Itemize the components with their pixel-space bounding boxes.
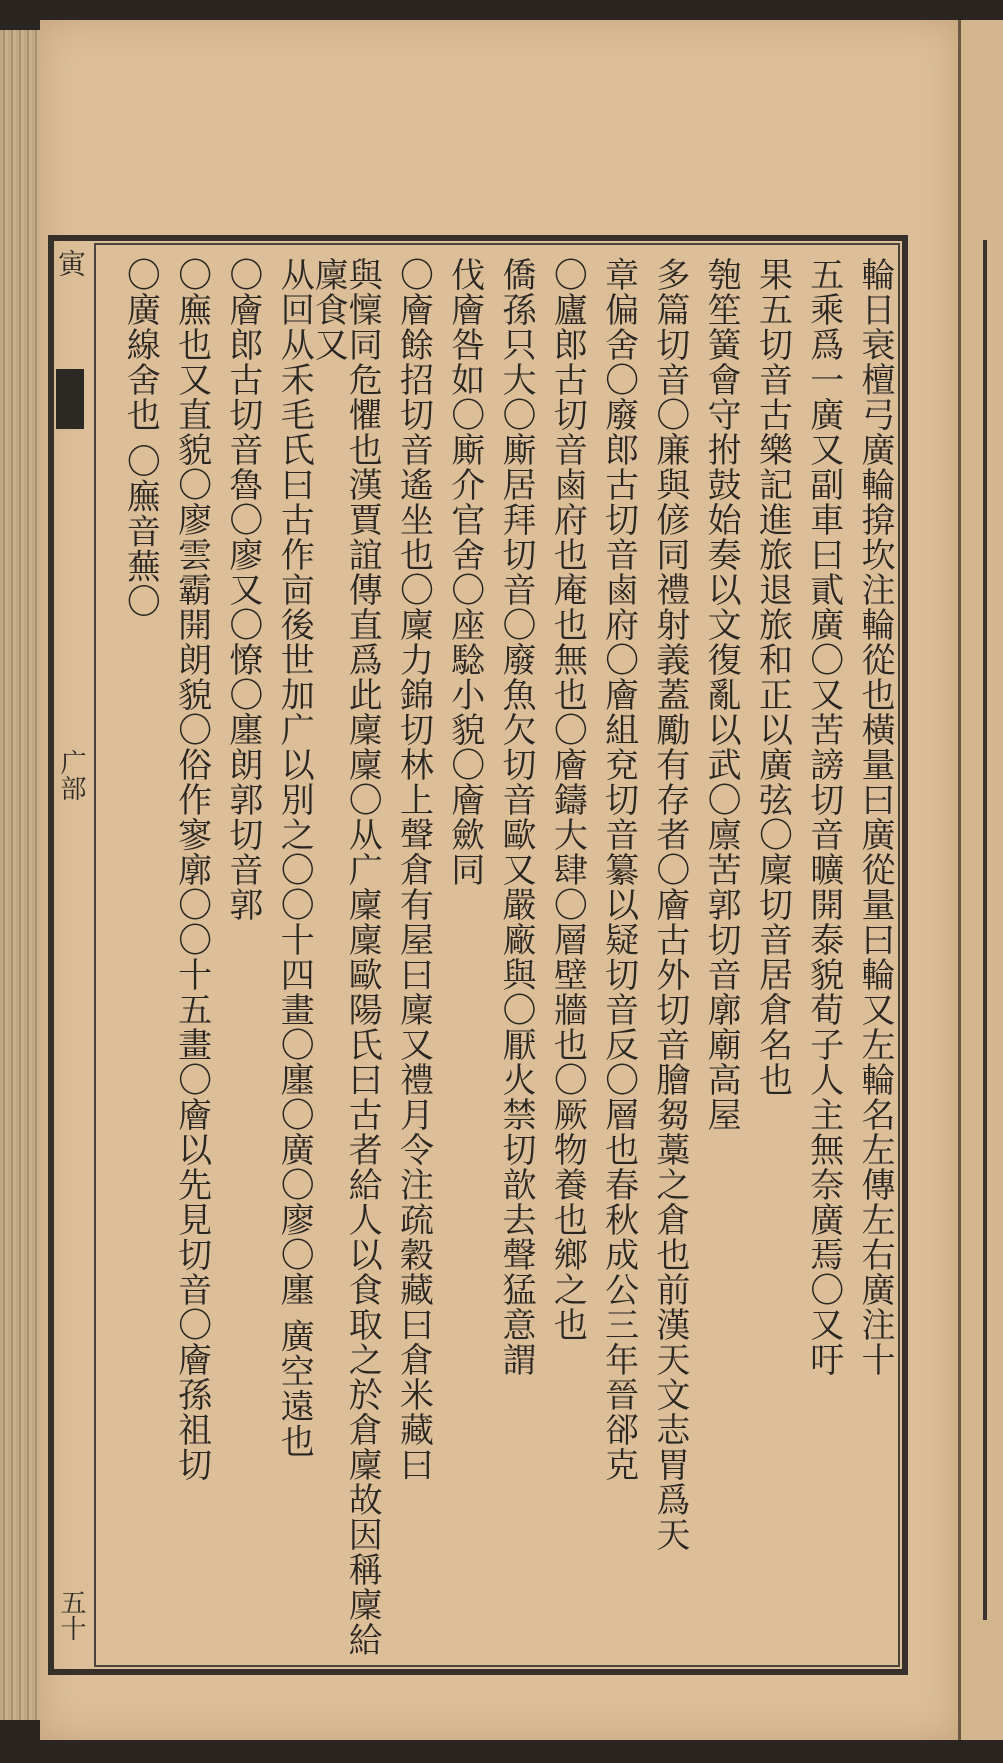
text-column-2: 五乘爲一廣又副車曰貳廣〇又苦謗切音曠開泰貌荀子人主無奈廣焉〇又吁: [803, 257, 844, 1377]
text-column-3: 果五切音古樂記進旅退旅和正以廣弦〇廩切音居倉名也: [752, 257, 793, 1097]
facing-page-border: [983, 240, 1003, 1620]
text-column-11: 與懍同危懼也漢賈誼傳直爲此廩廩〇从广廩廩歐陽氏曰古者給人以食取之於倉廩故因稱廩給廩食又: [308, 257, 383, 1657]
fish-tail-mark: [56, 369, 84, 429]
text-column-4: 匏笙簧會守拊鼓始奏以文復亂以武〇廪苦郭切音廓廟高屋: [701, 257, 742, 1132]
text-columns: [106, 251, 895, 1659]
text-column-13: 〇廥郎古切音魯〇廖又〇憭〇廛朗郭切音郭: [222, 257, 263, 922]
text-column-9: 伐廥咎如〇廝介官舍〇座騐小貌〇廥歛同: [444, 257, 485, 887]
text-column-6: 章偏舍〇廢郎古切音鹵府〇廥組兗切音纂以疑切音反〇層也春秋成公三年晉郤克: [598, 257, 639, 1482]
text-column-10: 〇廥餘招切音遙坐也〇廩力錦切林上聲倉有屋曰廩又禮月令注疏穀藏曰倉米藏曰: [393, 257, 434, 1482]
margin-top-label: 寅: [54, 249, 87, 277]
text-column-7: 〇廬郎古切音鹵府也庵也無也〇廥鑄大肆〇層壁牆也〇厥物養也鄉之也: [547, 257, 588, 1342]
facing-page-edge: [958, 20, 1003, 1740]
margin-column: [54, 249, 90, 1661]
printed-frame: [48, 235, 908, 1675]
text-column-5: 多篇切音〇廉與偐同禮射義蓋勵有存者〇廥古外切音膾芻藁之倉也前漢天文志胃爲天: [649, 257, 690, 1552]
text-column-12: 从回从禾毛氏曰古作㐭後世加广以別之〇〇十四畫〇廛〇廣〇廖〇廛 廣空遠也: [274, 257, 315, 1459]
text-column-1: 輪日衰檀弓廣輪揜坎注輪從也橫量曰廣從量曰輪又左輪名左傳左右廣注十: [855, 257, 895, 1377]
text-column-14: 〇廡也又直貌〇廖雲霸開朗貌〇俗作寥廓〇〇十五畫〇廥以先見切音〇廥孫祖切: [171, 257, 212, 1482]
margin-page-number: 五十: [56, 1589, 86, 1641]
text-column-8: 僑孫只大〇廝居拜切音〇廢魚欠切音歐又嚴廠與〇厭火禁切歆去聲猛意謂: [496, 257, 537, 1377]
margin-section-label: 广部: [56, 749, 86, 801]
text-column-15: 〇廣線舍也 〇廡音蕪〇: [120, 257, 161, 619]
